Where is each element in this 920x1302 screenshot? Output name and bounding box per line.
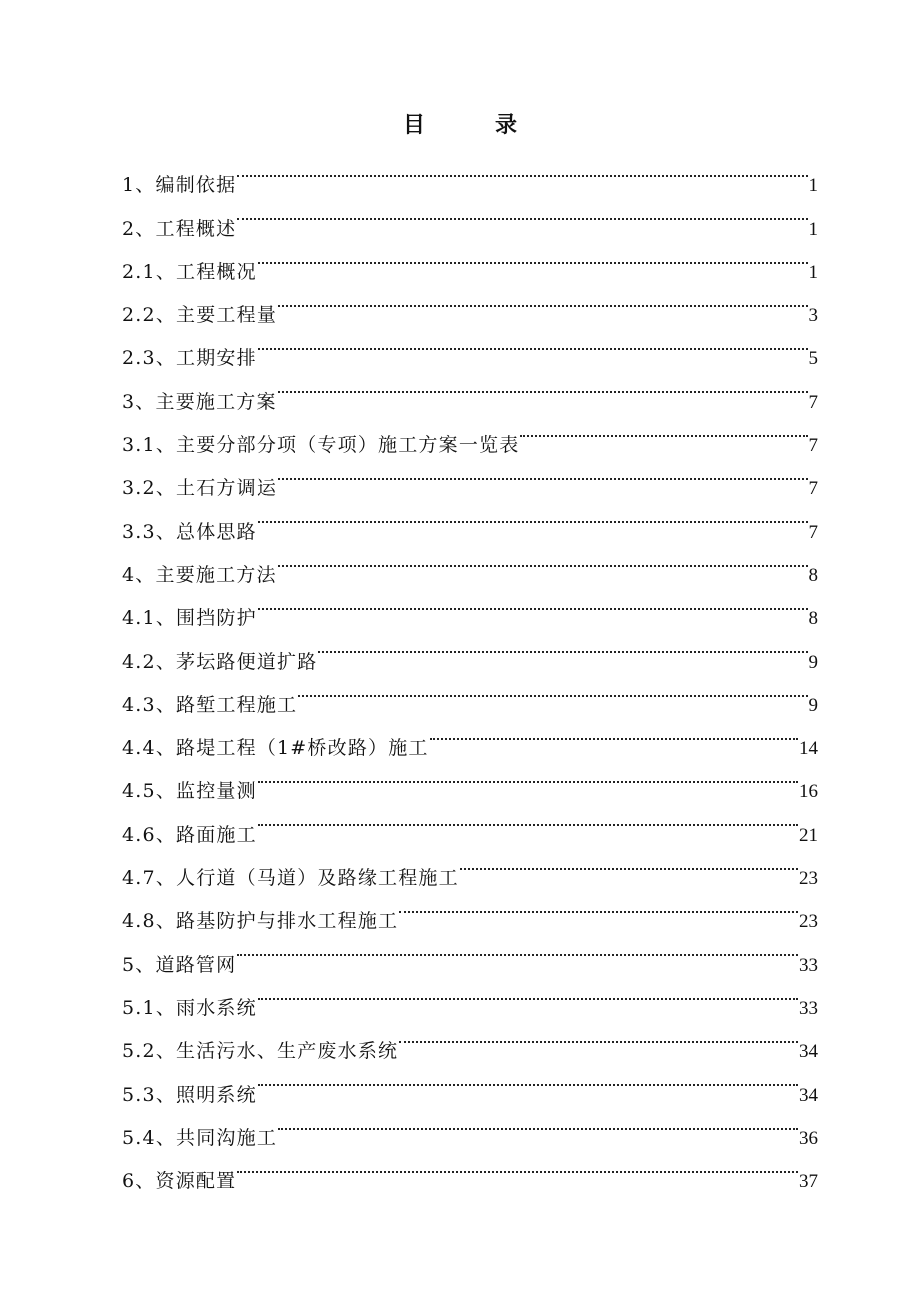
- toc-entry-page: 5: [808, 348, 818, 370]
- toc-entry-page: 14: [799, 738, 818, 760]
- toc-entry-page: 8: [808, 608, 818, 630]
- toc-dot-leader: [237, 1144, 798, 1187]
- toc-dot-leader: [258, 321, 808, 364]
- toc-dot-leader: [298, 668, 807, 711]
- toc-entry-label: 2.3、工期安排: [122, 347, 257, 370]
- toc-entry-page: 34: [799, 1084, 818, 1106]
- toc-entry-page: 1: [808, 175, 818, 197]
- toc-dot-leader: [460, 841, 798, 884]
- toc-entry-page: 1: [808, 261, 818, 283]
- toc-dot-leader: [430, 711, 798, 754]
- toc-entry-label: 4.7、人行道（马道）及路缘工程施工: [122, 867, 459, 890]
- toc-entry-page: 7: [808, 521, 818, 543]
- toc-entry[interactable]: [122, 148, 818, 197]
- toc-entry-label: 2.2、主要工程量: [122, 304, 278, 327]
- toc-dot-leader: [278, 538, 808, 581]
- toc-entry-label: 4.8、路基防护与排水工程施工: [122, 910, 399, 933]
- toc-dot-leader: [278, 451, 807, 494]
- toc-entry-page: 16: [799, 781, 818, 803]
- toc-dot-leader: [278, 278, 807, 321]
- toc-entry-page: 34: [799, 1041, 818, 1063]
- toc-dot-leader: [258, 1057, 798, 1100]
- toc-dot-leader: [278, 1101, 798, 1144]
- toc-entry-page: 33: [799, 997, 818, 1019]
- toc-entry-page: 23: [799, 868, 818, 890]
- toc-entry-label: 4.1、围挡防护: [122, 607, 257, 630]
- toc-dot-leader: [278, 364, 808, 407]
- toc-entry-page: 8: [808, 564, 818, 586]
- toc-entry-label: 6、资源配置: [122, 1170, 237, 1193]
- toc-entry-label: 5、道路管网: [122, 953, 237, 976]
- toc-entry-label: 1、编制依据: [122, 174, 237, 197]
- toc-dot-leader: [258, 971, 798, 1014]
- table-of-contents: [122, 148, 818, 1193]
- toc-dot-leader: [237, 148, 807, 191]
- toc-dot-leader: [258, 494, 808, 537]
- toc-entry-page: 7: [808, 391, 818, 413]
- toc-entry-label: 3.1、主要分部分项（专项）施工方案一览表: [122, 434, 520, 457]
- toc-entry-label: 2、工程概述: [122, 217, 237, 240]
- toc-dot-leader: [258, 797, 798, 840]
- toc-title: 目 录: [402, 113, 541, 138]
- toc-dot-leader: [258, 581, 808, 624]
- toc-entry-page: 7: [808, 435, 818, 457]
- toc-entry-label: 4.3、路堑工程施工: [122, 693, 298, 716]
- toc-dot-leader: [520, 408, 807, 451]
- toc-dot-leader: [237, 191, 807, 234]
- toc-entry-label: 2.1、工程概况: [122, 260, 257, 283]
- toc-entry-label: 3、主要施工方案: [122, 390, 277, 413]
- toc-entry-label: 3.3、总体思路: [122, 520, 257, 543]
- toc-entry-page: 9: [808, 651, 818, 673]
- toc-dot-leader: [318, 624, 807, 667]
- toc-entry-label: 5.1、雨水系统: [122, 996, 257, 1019]
- toc-dot-leader: [237, 927, 798, 970]
- toc-entry-page: 23: [799, 911, 818, 933]
- toc-entry-page: 36: [799, 1127, 818, 1149]
- toc-entry-label: 5.3、照明系统: [122, 1083, 257, 1106]
- toc-entry-page: 37: [799, 1171, 818, 1193]
- toc-entry-label: 4.6、路面施工: [122, 823, 257, 846]
- toc-entry-page: 33: [799, 954, 818, 976]
- toc-entry-page: 3: [808, 305, 818, 327]
- toc-entry-label: 4.5、监控量测: [122, 780, 257, 803]
- toc-entry-label: 4、主要施工方法: [122, 563, 277, 586]
- toc-entry-label: 5.2、生活污水、生产废水系统: [122, 1040, 399, 1063]
- toc-entry-label: 4.2、茅坛路便道扩路: [122, 650, 318, 673]
- toc-dot-leader: [399, 884, 798, 927]
- toc-entry-label: 4.4、路堤工程（1#桥改路）施工: [122, 737, 429, 760]
- toc-entry-page: 9: [808, 694, 818, 716]
- toc-entry-page: 1: [808, 218, 818, 240]
- toc-entry-label: 3.2、土石方调运: [122, 477, 278, 500]
- toc-entry-label: 5.4、共同沟施工: [122, 1126, 278, 1149]
- toc-entry-page: 21: [799, 824, 818, 846]
- toc-entry-page: 7: [808, 478, 818, 500]
- toc-dot-leader: [258, 754, 798, 797]
- toc-dot-leader: [258, 235, 808, 278]
- toc-dot-leader: [399, 1014, 798, 1057]
